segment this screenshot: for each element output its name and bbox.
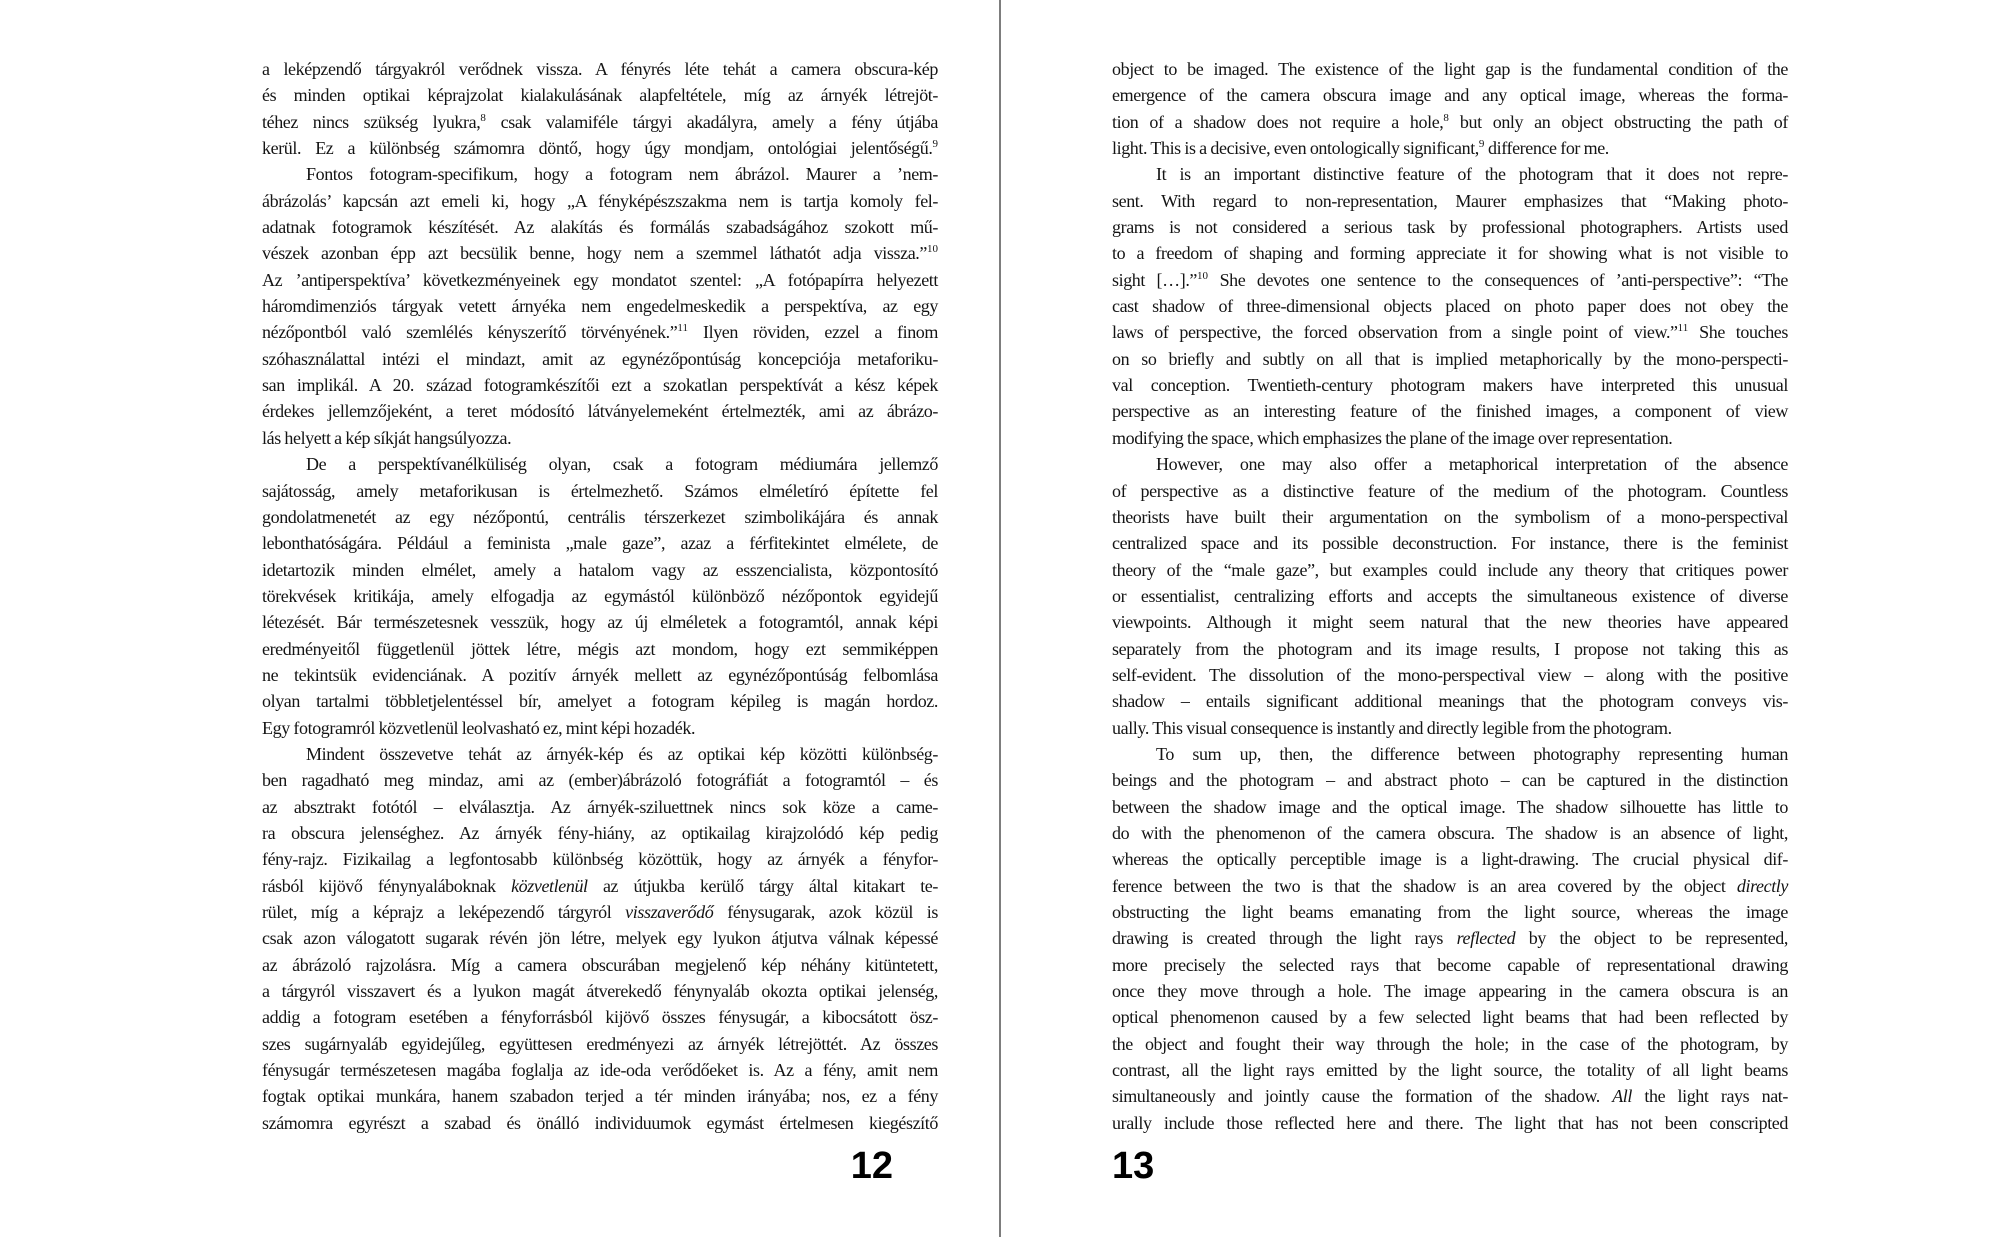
text-line: To sum up, then, the difference between photography representing human [1156, 743, 1788, 764]
text-line: ually. This visual consequence is instantly and directly legible from the photogram. [1112, 717, 1672, 738]
text-line: rásból kijövő fénynyaláboknak közvetlenül az útjukba kerülő tárgy által kitakart te- [262, 875, 938, 896]
text-line: addig a fotogram esetében a fényforrásból kijövő összes fénysugár, a kibocsátott ösz- [262, 1007, 938, 1028]
text-line: or essentialist, centralizing efforts and accepts the simultaneous existence of diverse [1112, 585, 1788, 606]
text-line: fénysugár természetesen magába foglalja az ide-oda verődőeket is. Az a fény, amit nem [262, 1060, 938, 1081]
text-line: adatnak fotogramok készítését. Az alakítás és formálás szabadságához szokott mű- [262, 217, 938, 238]
text-line: on so briefly and subtly on all that is implied metaphorically by the mono-perspecti- [1112, 348, 1788, 369]
text-line: ra obscura jelenséghez. Az árnyék fény-hiány, az optikailag kirajzolódó kép pedig [262, 822, 938, 843]
text-line: drawing is created through the light rays reflected by the object to be represented, [1112, 928, 1788, 949]
text-line: Egy fotogramról közvetlenül leolvasható ez, mint képi hozadék. [262, 717, 696, 738]
text-line: gondolatmenetét az egy nézőpontú, centrális térszerkezet szimbolikájára és annak [262, 506, 938, 527]
text-line: once they move through a hole. The image appearing in the camera obscura is an [1112, 981, 1788, 1002]
text-line: obstructing the light beams emanating from the light source, whereas the image [1112, 902, 1788, 922]
text-line: cast shadow of three-dimensional objects placed on photo paper does not obey the [1112, 296, 1788, 317]
footnote-marker: 8 [1443, 111, 1449, 124]
text-line: between the shadow image and the optical image. The shadow silhouette has little to [1112, 796, 1788, 817]
text-line: eredményeitől függetlenül jöttek létre, mégis azt mondom, hogy ezt semmiképpen [262, 638, 938, 659]
text-line: olyan tartalmi többletjelentéssel bír, amelyet a fotogram képileg is magán hordoz. [262, 691, 938, 712]
text-line: fény-rajz. Fizikailag a legfontosabb különbség közöttük, hogy az árnyék a fényfor- [262, 849, 938, 870]
text-line: idetartozik minden elmélet, amely a hatalom vagy az esszencialista, központosító [262, 559, 938, 580]
text-line: centralized space and its possible deconstruction. For instance, there is the feminist [1112, 533, 1788, 554]
text-line: ben ragadható meg mindaz, ami az (ember)ábrázoló fotográfiát a fotogramtól – és [262, 770, 938, 791]
text-line: kerül. Ez a különbség számomra döntő, hogy úgy mondjam, ontológiai jelentőségű.$^9$ [262, 138, 938, 159]
text-line: az ábrázoló rajzolásra. Míg a camera obscurában megjelenő kép néhány kitüntetett, [262, 954, 938, 975]
text-line: self-evident. The dissolution of the mono-perspectival view – along with the positive [1112, 664, 1788, 685]
text-line: contrast, all the light rays emitted by the light source, the totality of all light beams [1112, 1060, 1788, 1081]
text-line: simultaneously and jointly cause the formation of the shadow. All the light rays nat- [1112, 1086, 1788, 1107]
text-line: shadow – entails significant additional meanings that the photogram conveys vis- [1112, 691, 1788, 712]
text-line: törekvések kritikája, amely elfogadja az egymástól különböző nézőpontok egyidejű [262, 585, 938, 606]
footnote-marker: 11 [1677, 322, 1689, 335]
text-line: számomra egyrészt a szabad és önálló individuumok egymást értelmesen kiegészítő [262, 1112, 938, 1133]
text-line: téhez nincs szükség lyukra,$^8$ csak valamiféle tárgyi akadályra, amely a fény útjába [262, 111, 938, 132]
text-line: a tárgyról visszavert és a lyukon magát átverekedő fénynyaláb okozta optikai jelenség, [262, 981, 938, 1002]
text-line: light. This is a decisive, even ontologically significant,$^9$ difference for me. [1112, 138, 1609, 159]
right-page-number: 13 [1112, 1145, 1155, 1187]
text-line: sight […].”$^{10}$ She devotes one sentence to the consequences of ’anti-perspective”: “The [1112, 269, 1788, 290]
text-line: sajátosság, amely metaforikusan is értelmezhető. Számos elméletíró építette fel [262, 480, 938, 501]
text-line: lás helyett a kép síkját hangsúlyozza. [262, 427, 512, 448]
footnote-marker: 10 [927, 243, 938, 256]
text-line: more precisely the selected rays that become capable of representational drawing [1112, 954, 1788, 975]
right-page-text [1112, 56, 1788, 1136]
text-line: szóhasználattal intézi el mindazt, amit az egynézőpontúság koncepciója metaforiku- [262, 348, 938, 369]
text-line: However, one may also offer a metaphorical interpretation of the absence [1156, 454, 1788, 475]
footnote-marker: 11 [677, 322, 688, 335]
footnote-marker: 10 [1197, 269, 1209, 282]
text-line: szes sugárnyaláb egyidejűleg, együttesen eredményezi az árnyék létrejöttét. Az összes [262, 1033, 938, 1054]
text-line: val conception. Twentieth-century photogram makers have interpreted this unusual [1112, 375, 1788, 396]
text-line: optical phenomenon caused by a few selected light beams that had been reflected by [1112, 1007, 1788, 1028]
footnote-marker: 9 [1478, 138, 1485, 151]
text-line: san implikál. A 20. század fotogramkészítői ezt a szokatlan perspektívát a kész képek [262, 375, 938, 396]
text-line: emergence of the camera obscura image and any optical image, whereas the forma- [1112, 85, 1788, 106]
text-line: az absztrakt fotótól – elválasztja. Az árnyék-sziluettnek nincs sok köze a came- [262, 796, 938, 817]
text-line: theory of the “male gaze”, but examples could include any theory that critiques power [1112, 559, 1788, 580]
text-line: rület, míg a képrajz a leképezendő tárgyról visszaverődő fénysugarak, azok közül is [262, 902, 938, 922]
text-line: perspective as an interesting feature of the finished images, a component of view [1112, 401, 1788, 422]
text-line: object to be imaged. The existence of the light gap is the fundamental condition of the [1112, 59, 1788, 79]
text-line: theorists have built their argumentation on the symbolism of a mono-perspectival [1112, 506, 1788, 527]
text-line: Az ’antiperspektíva’ következményeinek egy mondatot szentel: „A fotópapírra helyezett [262, 269, 938, 290]
text-line: to a freedom of shaping and forming appreciate it for showing what is not visible to [1112, 243, 1788, 264]
text-line: modifying the space, which emphasizes the plane of the image over representation. [1112, 427, 1673, 448]
text-line: sent. With regard to non-representation, Maurer emphasizes that “Making photo- [1112, 190, 1788, 211]
text-line: lebonthatóságára. Például a feminista „male gaze”, azaz a férfitekintet elmélete, de [262, 533, 938, 554]
text-line: urally include those reflected here and there. The light that has not been conscripted [1112, 1112, 1788, 1133]
text-line: létezését. Bár természetesnek vesszük, hogy az új elméletek a fotogramtól, annak képi [262, 612, 938, 633]
text-line: separately from the photogram and its image results, I propose not taking this as [1112, 638, 1788, 659]
footnote-marker: 8 [480, 111, 486, 124]
text-line: It is an important distinctive feature of the photogram that it does not repre- [1156, 164, 1788, 185]
text-line: Fontos fotogram-specifikum, hogy a fotogram nem ábrázol. Maurer a ’nem- [306, 164, 938, 185]
text-line: beings and the photogram – and abstract photo – can be captured in the distinction [1112, 770, 1788, 791]
text-line: do with the phenomenon of the camera obscura. The shadow is an absence of light, [1112, 822, 1788, 843]
page-divider [999, 0, 1001, 1237]
text-line: a leképzendő tárgyakról verődnek vissza. A fényrés léte tehát a camera obscura-kép [262, 59, 938, 79]
text-line: háromdimenziós tárgyak vetett árnyéka nem engedelmeskedik a perspektíva, az egy [262, 296, 938, 317]
text-line: viewpoints. Although it might seem natural that the new theories have appeared [1112, 612, 1788, 633]
text-line: the object and fought their way through the hole; in the case of the photogram, by [1112, 1033, 1788, 1054]
text-line: fogtak optikai munkára, hanem szabadon terjed a tér minden irányába; nos, ez a fény [262, 1086, 938, 1107]
text-line: nézőpontból való szemlélés kényszerítő törvényének.”$^{11}$ Ilyen röviden, ezzel a finom [262, 322, 939, 343]
text-line: csak azon válogatott sugarak révén jön létre, melyek egy lyukon átjutva válnak képessé [262, 928, 938, 949]
text-line: whereas the optically perceptible image is a light-drawing. The crucial physical dif- [1112, 849, 1788, 870]
text-line: Mindent összevetve tehát az árnyék-kép és az optikai kép közötti különbség- [306, 743, 938, 764]
text-line: laws of perspective, the forced observation from a single point of view.”$^{11}$ She touches [1112, 322, 1788, 343]
text-line: tion of a shadow does not require a hole,$^8$ but only an object obstructing the path of [1112, 111, 1788, 132]
text-line: of perspective as a distinctive feature of the medium of the photogram. Countless [1112, 480, 1788, 501]
text-line: ference between the two is that the shadow is an area covered by the object directly [1112, 875, 1788, 896]
text-line: és minden optikai képrajzolat kialakulásának alapfeltétele, míg az árnyék létrejöt- [262, 85, 938, 106]
text-line: vészek azonban épp azt becsülik benne, hogy nem a szemmel láthatót adja vissza.”$^{10}$ [262, 243, 938, 264]
text-line: érdekes jellemzőjeként, a teret módosító látványelemeként értelmezték, ami az ábrázo- [262, 401, 938, 422]
text-line: De a perspektívanélküliség olyan, csak a fotogram médiumára jellemző [306, 454, 938, 475]
left-page-number: 12 [850, 1145, 893, 1187]
text-line: ne tekintsük evidenciának. A pozitív árnyék mellett az egynézőpontúság felbomlása [262, 664, 938, 685]
text-line: ábrázolás’ kapcsán azt emeli ki, hogy „A fényképészszakma nem is tartja komoly fel- [262, 190, 938, 211]
left-page-text [262, 56, 938, 1136]
text-line: grams is not considered a serious task by professional photographers. Artists used [1112, 217, 1788, 238]
footnote-marker: 9 [932, 138, 938, 151]
